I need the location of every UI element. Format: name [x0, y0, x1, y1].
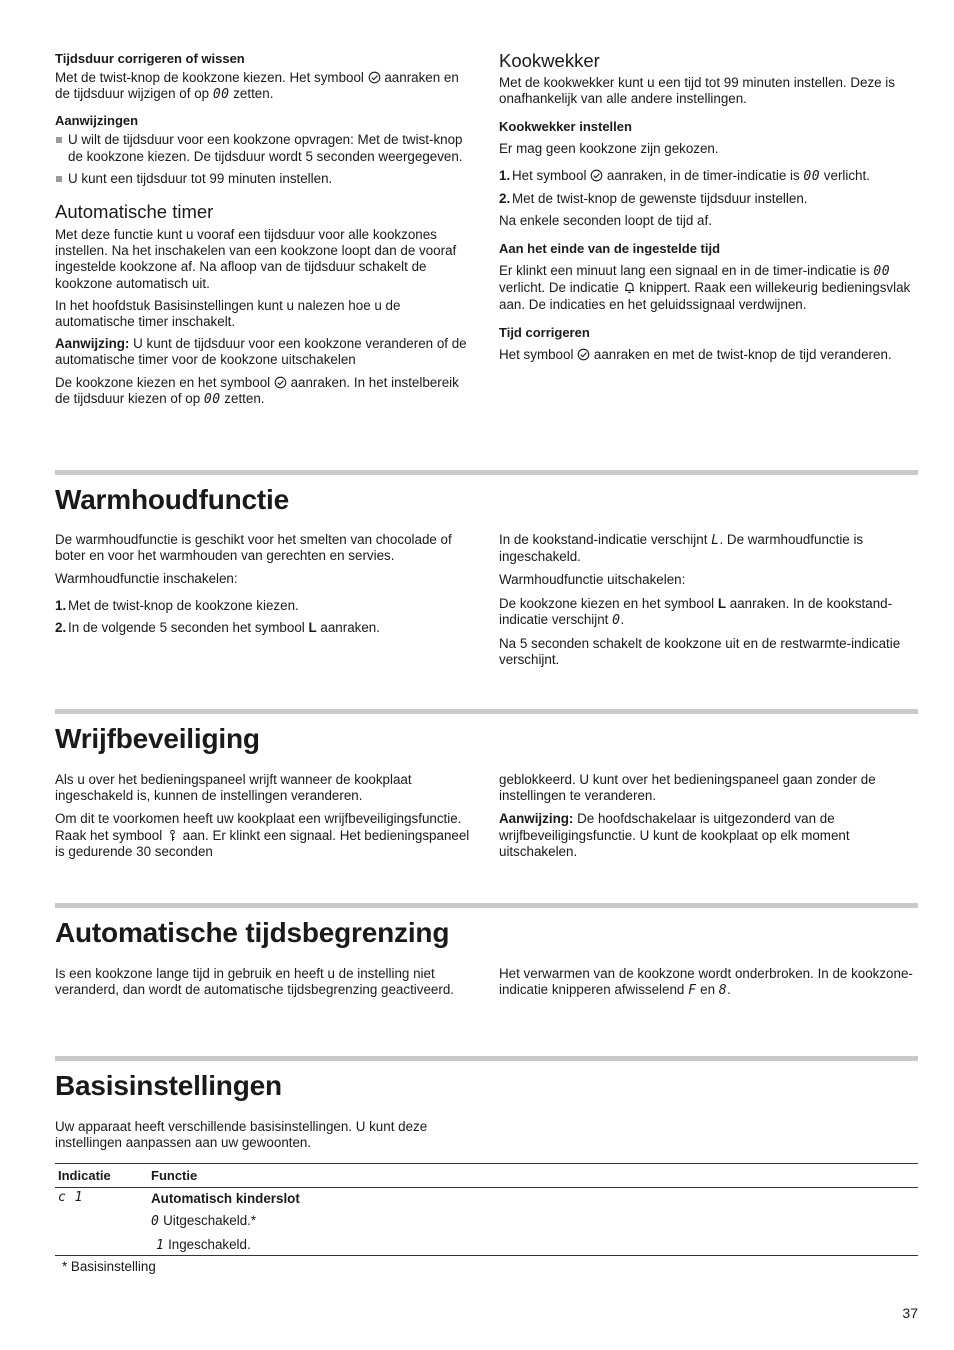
- warmhoud-section: [55, 470, 918, 668]
- tijdsduur-text: Met de twist-knop de kookzone kiezen. Het symbool aanraken en de tijdsduur wijzigen of op 00 zetten.: [55, 70, 459, 103]
- key-icon: [166, 829, 179, 842]
- wrijf-r1: geblokkeerd. U kunt over het bedieningspaneel gaan zonder de instellingen te veranderen.: [499, 772, 876, 804]
- wrijf-right: [499, 772, 919, 866]
- auto-timer-p4: De kookzone kiezen en het symbool aanraken. In het instelbereik de tijdsduur kiezen of op 00 zetten.: [55, 374, 459, 407]
- row-indicatie: c 1: [58, 1190, 83, 1205]
- tijdsbegr-section: [55, 903, 918, 999]
- auto-timer-heading: Automatische timer: [55, 201, 214, 223]
- warmhoud-r3: De kookzone kiezen en het symbool L aanraken. In de kookstand-indicatie verschijnt 0.: [499, 595, 893, 628]
- row-functie-title: Automatisch kinderslot: [151, 1191, 300, 1206]
- basis-section: [55, 1056, 918, 1274]
- tijd-corr-text: Het symbool aanraken en met de twist-knop de tijd veranderen.: [499, 346, 892, 362]
- kw-instellen-p: Er mag geen kookzone zijn gekozen.: [499, 141, 719, 157]
- warmhoud-r4: Na 5 seconden schakelt de kookzone uit en de restwarmte-indicatie verschijnt.: [499, 636, 901, 668]
- warmhoud-p1: De warmhoudfunctie is geschikt voor het smelten van chocolade of boter en voor het warmhouden van gerechten en servies.: [55, 532, 452, 564]
- basis-title: Basisinstellingen: [55, 1070, 282, 1101]
- basis-intro: [55, 1119, 473, 1157]
- list-item: 1. Het symbool aanraken, in de timer-indicatie is 00 verlicht.: [499, 167, 870, 184]
- einde-text: Er klinkt een minuut lang een signaal en in de timer-indicatie is 00 verlicht. De indicatie knippert. Raak een willekeurig bedieningsvlak aan. De indicaties en het geluidssignaal verdwijnen.: [499, 263, 911, 312]
- auto-timer-p2: In het hoofdstuk Basisinstellingen kunt u nalezen hoe u de automatische timer inschakelt.: [55, 297, 401, 330]
- top-left-column: [55, 50, 473, 414]
- wrijf-title: Wrijfbeveiliging: [55, 723, 260, 754]
- display-00: 00: [212, 87, 230, 103]
- col-indicatie: Indicatie: [58, 1168, 111, 1183]
- wrijf-section: [55, 709, 918, 859]
- tijd-corr-heading: Tijd corrigeren: [499, 324, 590, 340]
- bell-icon: [623, 281, 636, 294]
- warmhoud-title: Warmhoudfunctie: [55, 484, 289, 515]
- display-00: 00: [803, 168, 821, 184]
- warmhoud-left: [55, 532, 473, 642]
- step-after: Na enkele seconden loopt de tijd af.: [499, 213, 712, 229]
- manual-page: [55, 50, 918, 1340]
- tijdsduur-heading: Tijdsduur corrigeren of wissen: [55, 51, 245, 66]
- list-item: 2. In de volgende 5 seconden het symbool L aanraken.: [55, 619, 380, 635]
- top-right-column: [499, 50, 919, 369]
- warmhoud-r1: In de kookstand-indicatie verschijnt L. De warmhoudfunctie is ingeschakeld.: [499, 532, 864, 565]
- auto-timer-p3: Aanwijzing: U kunt de tijdsduur voor een kookzone veranderen of de automatische timer voor de kookzone uitschakelen: [55, 336, 467, 368]
- display-00: 00: [873, 264, 891, 280]
- tijdsbegr-r1: Het verwarmen van de kookzone wordt onderbroken. In de kookzone-indicatie knipperen afwisselend F en 8.: [499, 966, 913, 999]
- list-item: 2. Met de twist-knop de gewenste tijdsduur instellen.: [499, 190, 808, 206]
- kw-instellen-heading: Kookwekker instellen: [499, 119, 632, 135]
- tijdsbegr-right: [499, 966, 919, 1005]
- table-header: [55, 1163, 918, 1188]
- table-row: [55, 1188, 918, 1256]
- page-number: 37: [902, 1305, 918, 1321]
- tijdsbegr-p1: Is een kookzone lange tijd in gebruik en heeft u de instelling niet veranderd, dan wordt de automatische tijdsbegrenzing geactiveerd.: [55, 966, 454, 998]
- basis-table: [55, 1163, 918, 1275]
- kookwekker-p1: Met de kookwekker kunt u een tijd tot 99 minuten instellen. Deze is onafhankelijk van alle andere instellingen.: [499, 75, 895, 107]
- timer-icon: [368, 71, 381, 84]
- option-2: 1 Ingeschakeld.: [156, 1237, 251, 1253]
- warmhoud-r2: Warmhoudfunctie uitschakelen:: [499, 572, 686, 588]
- wrijf-p1: Als u over het bedieningspaneel wrijft wanneer de kookplaat ingeschakeld is, kunnen de instellingen veranderen.: [55, 772, 412, 804]
- col-functie: Functie: [151, 1168, 198, 1183]
- wrijf-r2: Aanwijzing: De hoofdschakelaar is uitgezonderd van de wrijfbeveiligingsfunctie. U kunt de kookplaat op elk moment uitschakelen.: [499, 811, 850, 859]
- section-rule: [55, 709, 918, 714]
- kookwekker-heading: Kookwekker: [499, 50, 600, 71]
- section-rule: [55, 903, 918, 908]
- option-1: 0 Uitgeschakeld.*: [151, 1213, 257, 1229]
- timer-icon: [274, 376, 287, 389]
- timer-icon: [590, 169, 603, 182]
- wrijf-p2: Om dit te voorkomen heeft uw kookplaat een wrijfbeveiligingsfunctie. Raak het symbool aan. Er klinkt een signaal. Het bedieningspaneel is gedurende 30 seconden: [55, 811, 470, 859]
- list-item: U kunt een tijdsduur tot 99 minuten instellen.: [55, 171, 473, 187]
- wrijf-left: [55, 772, 473, 866]
- timer-icon: [577, 348, 590, 361]
- list-item: 1. Met de twist-knop de kookzone kiezen.: [55, 597, 299, 613]
- tijdsbegr-title: Automatische tijdsbegrenzing: [55, 917, 450, 948]
- auto-timer-p1: Met deze functie kunt u vooraf een tijdsduur voor alle kookzones instellen. Na het inschakelen van een kookzone loopt dan de vooraf ingestelde kookzone af. Na afloop van de tijdsduur schakelt de kookzone automatisch uit.: [55, 227, 457, 291]
- warmhoud-right: [499, 532, 919, 674]
- basis-intro-text: Uw apparaat heeft verschillende basisinstellingen. U kunt deze instellingen aanpassen aan uw gewoonten.: [55, 1119, 428, 1151]
- einde-heading: Aan het einde van de ingestelde tijd: [499, 241, 721, 257]
- warmhoud-p2: Warmhoudfunctie inschakelen:: [55, 571, 238, 587]
- section-rule: [55, 470, 918, 475]
- section-rule: [55, 1056, 918, 1061]
- aanwijzingen-heading: Aanwijzingen: [55, 113, 139, 129]
- display-00: 00: [203, 391, 221, 407]
- footnote: * Basisinstelling: [62, 1259, 156, 1274]
- list-item: U wilt de tijdsduur voor een kookzone opvragen: Met de twist-knop de kookzone kiezen. De tijdsduur wordt 5 seconden weergegeven.: [55, 132, 473, 164]
- tijdsbegr-left: [55, 966, 473, 1004]
